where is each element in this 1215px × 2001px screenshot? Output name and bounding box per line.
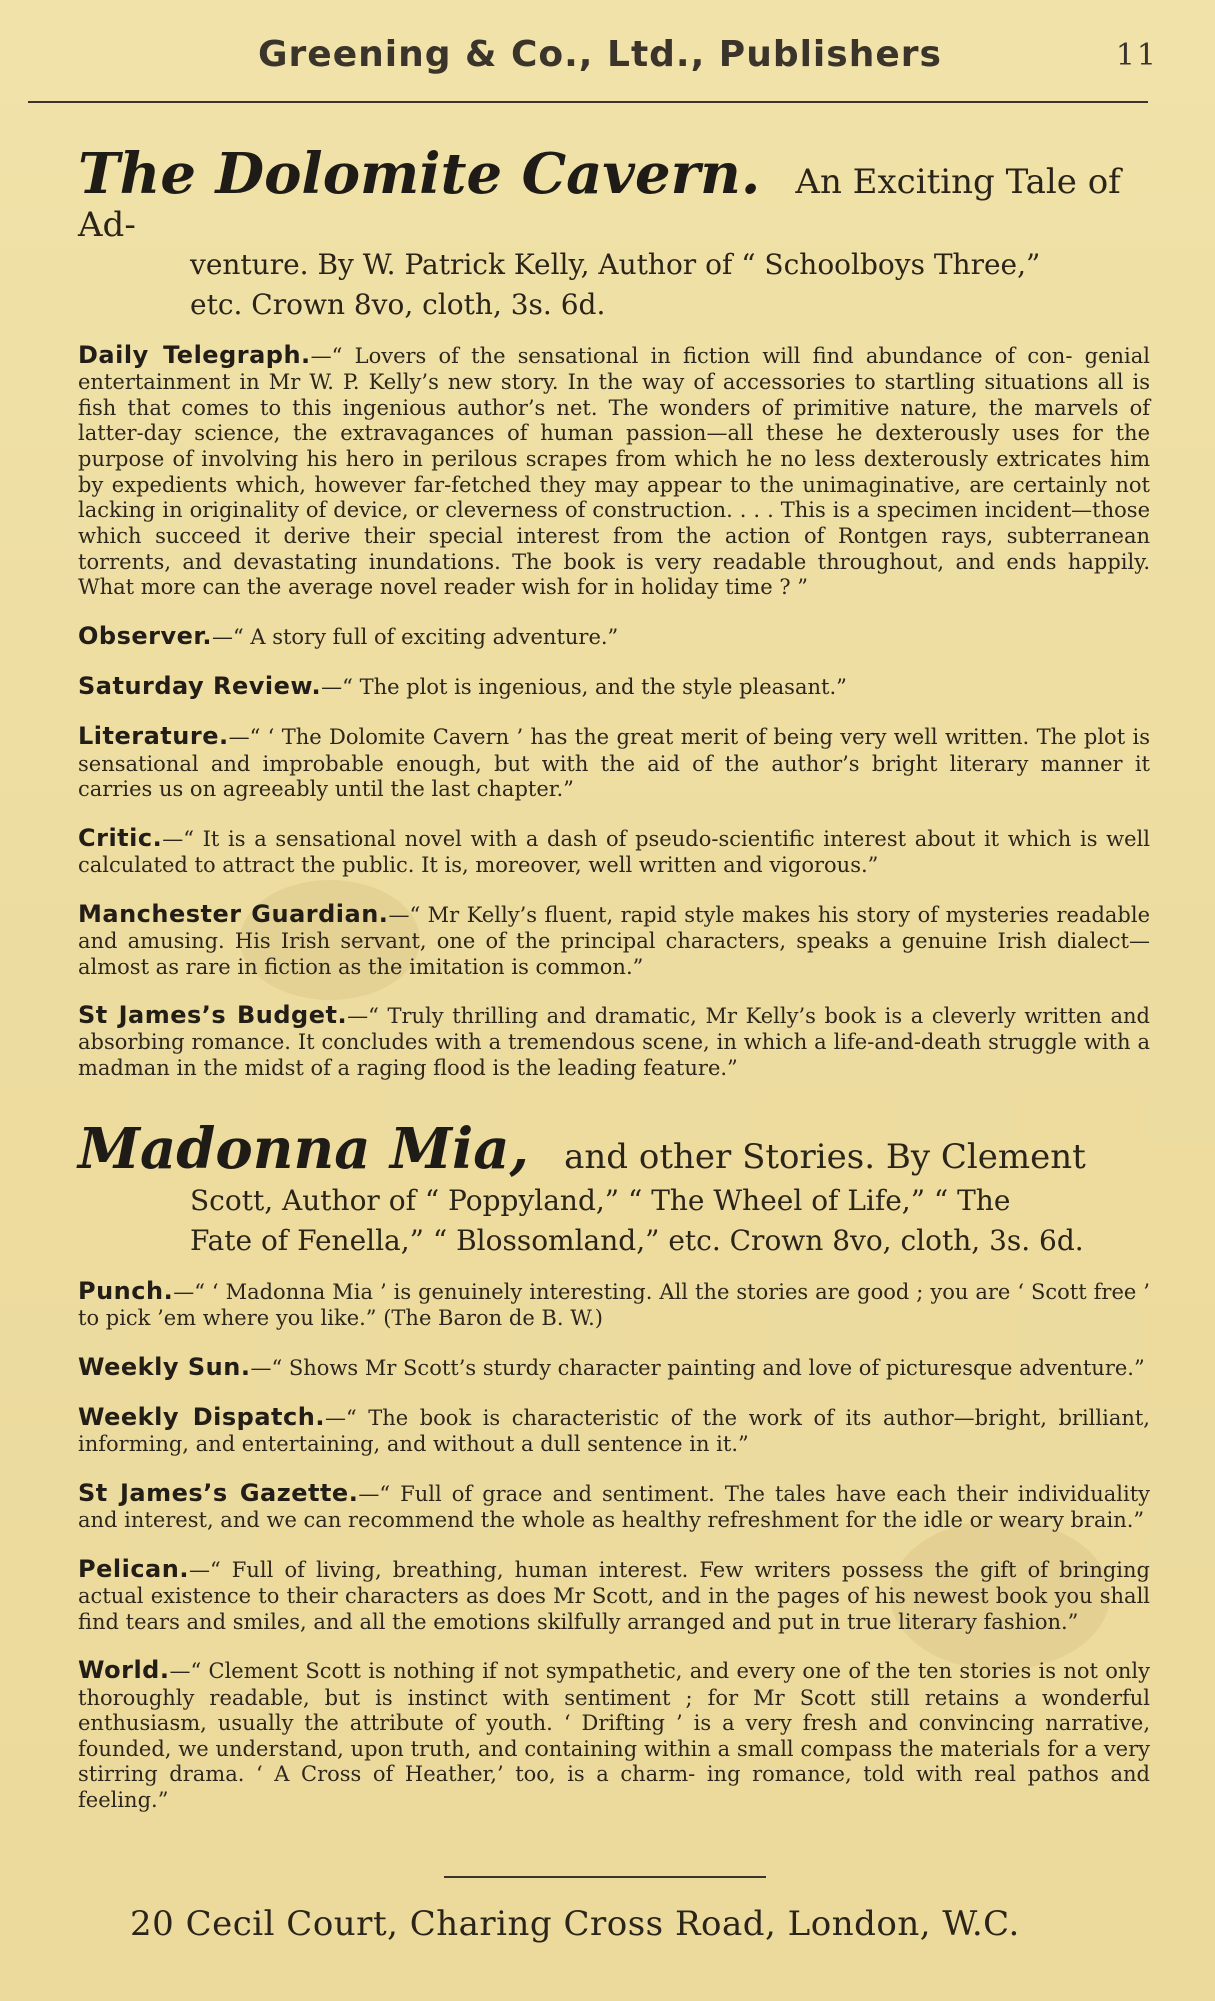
review-text: —“ The plot is ingenious, and the style pleasant.” xyxy=(321,675,847,699)
review-source: St James’s Gazette. xyxy=(78,1478,359,1507)
review-text: —“ Clement Scott is nothing if not sympathetic, and every one of the ten stories is not only thoroughly readable, but is instinct with sentiment ; for Mr Scott still retains a wonderful enthusiasm, usually the attribute of youth. ‘ Drifting ’ is a very fresh and convincing narrative, founded, we understand, upon truth, and containing within a small compass the materials for a very stirring drama. ‘ A Cross of Heather,’ too, is a charm- ing romance, told with real pathos and feeling.” xyxy=(78,1659,1150,1812)
book-heading xyxy=(78,1117,1150,1181)
review-saturday-review xyxy=(78,672,1150,701)
book-details-line: venture. By W. Patrick Kelly, Author of “ Schoolboys Three,” xyxy=(190,248,1041,282)
book-details-line: Fate of Fenella,” “ Blossomland,” etc. Crown 8vo, cloth, 3s. 6d. xyxy=(190,1224,1084,1258)
review-weekly-dispatch xyxy=(78,1403,1150,1458)
review-source: Daily Telegraph. xyxy=(78,340,311,369)
review-daily-telegraph xyxy=(78,341,1150,601)
review-source: St James’s Budget. xyxy=(78,1001,348,1030)
review-source: Literature. xyxy=(78,722,229,751)
review-text: —“ Shows Mr Scott’s sturdy character painting and love of picturesque adventure.” xyxy=(250,1355,1145,1380)
review-source: Critic. xyxy=(78,823,163,852)
review-literature xyxy=(78,722,1150,802)
review-text: —“ ‘ Madonna Mia ’ is genuinely interesting. All the stories are good ; you are ‘ Scott free ’ to pick ’em where you like.” (The Baron de B. W.) xyxy=(78,1279,1150,1331)
review-st-jamess-gazette xyxy=(78,1479,1150,1534)
review-source: Manchester Guardian. xyxy=(78,899,389,928)
review-text: —“ Mr Kelly’s fluent, rapid style makes his story of mysteries readable and amusing. His Irish servant, one of the principal characters, speaks a genuine Irish dialect—almost as rare in fiction as the imitation is common.” xyxy=(78,902,1150,979)
review-st-jamess-budget xyxy=(78,1001,1150,1081)
review-critic xyxy=(78,824,1150,879)
review-text: —“ ‘ The Dolomite Cavern ’ has the great merit of being very well written. The plot is sensational and improbable enough, but with the aid of the author’s bright literary manner it carries us on agreeably until the last chapter.” xyxy=(78,725,1150,802)
review-text: —“ It is a sensational novel with a dash of pseudo-scientific interest about it which is well calculated to attract the public. It is, moreover, well written and vigorous.” xyxy=(78,826,1150,878)
book-details xyxy=(190,245,1150,325)
footer-divider xyxy=(444,1876,766,1878)
book-title: Madonna Mia, xyxy=(78,1116,530,1182)
book-description: and other Stories. By Clement xyxy=(564,1137,1086,1177)
book-details-line: etc. Crown 8vo, cloth, 3s. 6d. xyxy=(190,288,606,322)
review-source: World. xyxy=(78,1656,170,1685)
book-details xyxy=(190,1181,1150,1261)
publisher-heading: Greening & Co., Ltd., Publishers xyxy=(258,34,942,75)
review-source: Weekly Sun. xyxy=(78,1352,251,1381)
review-world xyxy=(78,1656,1150,1813)
review-text: —“ The book is characteristic of the work of its author—bright, brilliant, informing, and entertaining, and without a dull sentence in it.” xyxy=(78,1406,1150,1457)
review-source: Saturday Review. xyxy=(78,672,322,700)
review-weekly-sun xyxy=(78,1353,1150,1382)
review-observer xyxy=(78,622,1150,651)
review-text: —“ Full of living, breathing, human interest. Few writers possess the gift of bringing actual existence to their characters as does Mr Scott, and in the pages of his newest book you shall find tears and smiles, and all the emotions skilfully arranged and put in true literary fashion.” xyxy=(78,1557,1150,1634)
review-text: —“ Lovers of the sensational in fiction will find abundance of con- genial entertainment in Mr W. P. Kelly’s new story. In the way of accessories to startling situations all is fish that comes to this ingenious author’s net. The wonders of primitive nature, the marvels of latter-day science, the extravagances of human passion—all these he dexterously uses for the purpose of involving his hero in perilous scrapes from which he no less dexterously extricates him by expedients which, however far-fetched they may appear to the unimaginative, are certainly not lacking in originality of device, or cleverness of construction. . . . This is a specimen incident—those which succeed it derive their special interest from the action of Rontgen rays, subterranean torrents, and devastating inundations. The book is very readable throughout, and ends happily. What more can the average novel reader wish for in holiday time ? ” xyxy=(78,343,1150,600)
review-source: Punch. xyxy=(78,1276,174,1305)
book-heading xyxy=(78,142,1150,245)
book-details-line: Scott, Author of “ Poppyland,” “ The Wheel of Life,” “ The xyxy=(190,1184,1011,1218)
review-manchester-guardian xyxy=(78,900,1150,980)
review-text: —“ Truly thrilling and dramatic, Mr Kelly’s book is a cleverly written and absorbing romance. It concludes with a tremendous scene, in which a life-and-death struggle with a madman in the midst of a raging flood is the leading feature.” xyxy=(78,1004,1151,1080)
review-text: —“ Full of grace and sentiment. The tales have each their individuality and interest, and we can recommend the whole as healthy refreshment for the idle or weary brain.” xyxy=(78,1481,1150,1533)
review-pelican xyxy=(78,1555,1150,1635)
review-text: —“ A story full of exciting adventure.” xyxy=(211,624,619,649)
book-section-madonna-mia xyxy=(78,1117,1150,1835)
publisher-address: 20 Cecil Court, Charing Cross Road, London, W.C. xyxy=(130,1904,1020,1944)
book-description: An Exciting Tale of Ad- xyxy=(78,162,1121,246)
review-punch xyxy=(78,1277,1150,1332)
review-source: Observer. xyxy=(78,621,212,650)
review-source: Pelican. xyxy=(78,1554,189,1583)
book-title: The Dolomite Cavern. xyxy=(78,141,761,207)
header-divider xyxy=(28,101,1148,103)
review-source: Weekly Dispatch. xyxy=(78,1403,325,1432)
page-number: 11 xyxy=(1115,38,1158,73)
book-section-dolomite-cavern xyxy=(78,142,1150,1103)
page-header xyxy=(28,26,1158,92)
